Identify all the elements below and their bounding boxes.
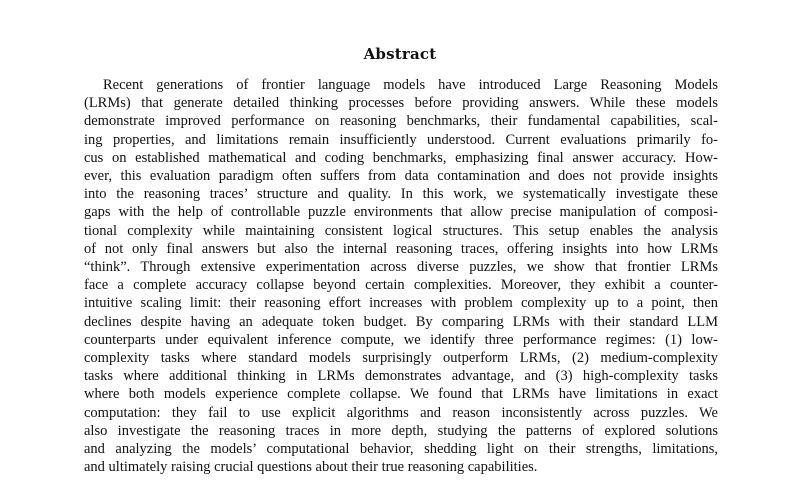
abstract-line: Recent generations of frontier language models have introduced Large Reasoning Models	[103, 77, 718, 93]
abstract-line: of not only final answers but also the internal reasoning traces, offering insights into how LRMs	[84, 240, 718, 257]
abstract-line: also investigate the reasoning traces in more depth, studying the patterns of explored solutions	[84, 422, 718, 439]
abstract-heading: Abstract	[363, 45, 437, 63]
abstract-line: into the reasoning traces’ structure and quality. In this work, we systematically investigate these	[84, 186, 718, 203]
abstract-line: and ultimately raising crucial questions about their true reasoning capabilities.	[84, 459, 538, 476]
abstract-line: tional complexity while maintaining consistent logical structures. This setup enables the analysis	[84, 222, 718, 239]
abstract-line: “think”. Through extensive experimentation across diverse puzzles, we show that frontier LRMs	[84, 259, 718, 276]
abstract-line: cus on established mathematical and coding benchmarks, emphasizing final answer accuracy. How-	[84, 149, 718, 166]
abstract-line: where both models experience complete collapse. We found that LRMs have limitations in exact	[84, 386, 718, 403]
abstract-line: tasks where additional thinking in LRMs demonstrates advantage, and (3) high-complexity tasks	[84, 368, 718, 385]
abstract-body	[84, 76, 718, 476]
abstract-line: declines despite having an adequate token budget. By comparing LRMs with their standard LLM	[84, 313, 718, 330]
abstract-line: computation: they fail to use explicit algorithms and reason inconsistently across puzzles. We	[84, 404, 718, 421]
abstract-line: ever, this evaluation paradigm often suffers from data contamination and does not provide insights	[84, 168, 718, 185]
abstract-line: face a complete accuracy collapse beyond certain complexities. Moreover, they exhibit a counter-	[84, 277, 718, 294]
abstract-line: intuitive scaling limit: their reasoning effort increases with problem complexity up to a point, then	[84, 295, 718, 312]
abstract-line: complexity tasks where standard models surprisingly outperform LRMs, (2) medium-complexity	[84, 350, 718, 367]
abstract-line: gaps with the help of controllable puzzle environments that allow precise manipulation of composi-	[84, 204, 718, 221]
abstract-line: and analyzing the models’ computational behavior, shedding light on their strengths, limitations,	[84, 441, 718, 458]
abstract-line: counterparts under equivalent inference compute, we identify three performance regimes: (1) low-	[84, 331, 718, 348]
abstract-line: (LRMs) that generate detailed thinking processes before providing answers. While these models	[84, 95, 718, 112]
abstract-line: demonstrate improved performance on reasoning benchmarks, their fundamental capabilities, scal-	[84, 113, 718, 130]
abstract-line: ing properties, and limitations remain insufficiently understood. Current evaluations primarily fo-	[84, 131, 718, 148]
